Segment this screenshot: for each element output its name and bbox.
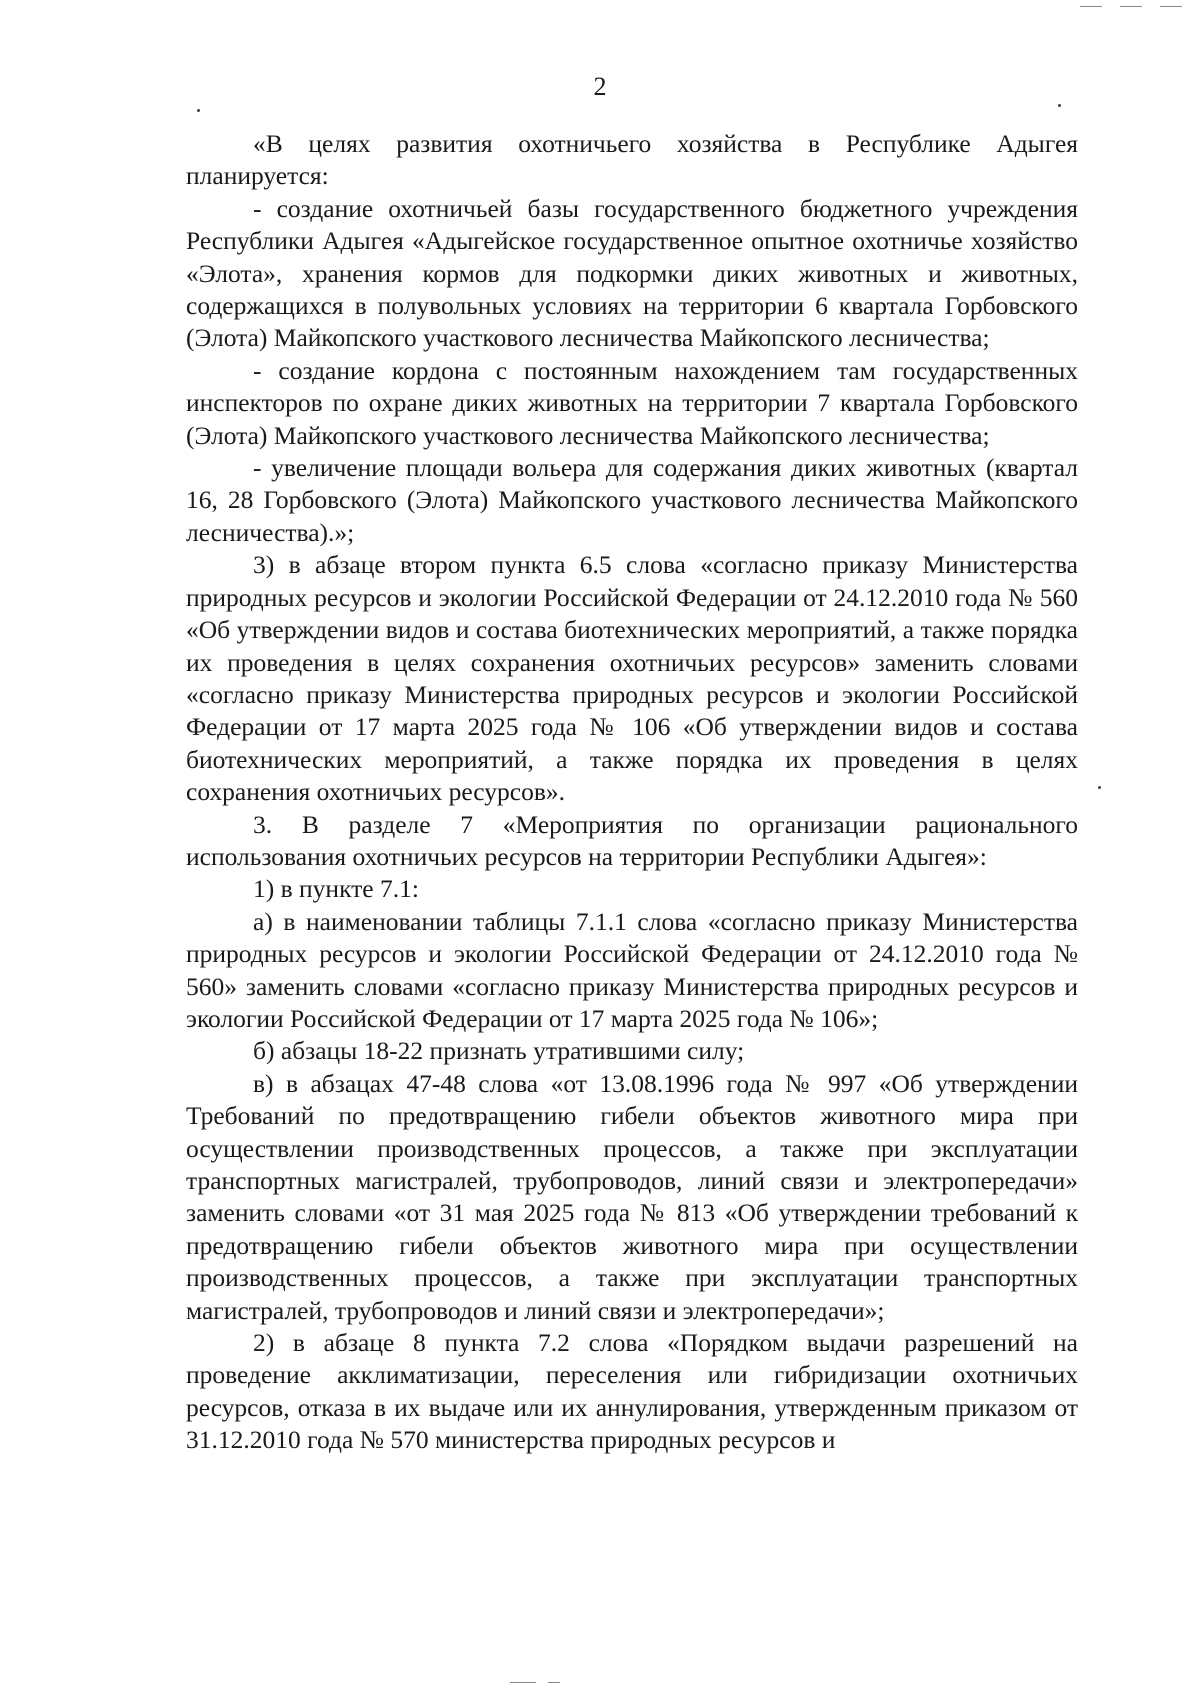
paragraph: 3) в абзаце втором пункта 6.5 слова «согласно приказу Министерства природных ресурсов и экологии Российской Федерации от 24.12.2010 года № 560 «Об утверждении видов и состава биотехнических мероприятий, а также порядка их проведения в целях сохранения охотничьих ресурсов» заменить словами «согласно приказу Министерства природных ресурсов и экологии Российской Федерации от 17 марта 2025 года № 106 «Об утверждении видов и состава биотехнических мероприятий, а также порядка их проведения в целях сохранения охотничьих ресурсов». [186,550,1078,807]
scan-mark [510,1682,536,1683]
paragraph: б) абзацы 18-22 признать утратившими силу; [253,1036,745,1066]
scan-mark [1080,6,1102,7]
paragraph: 3. В разделе 7 «Мероприятия по организации рационального использования охотничьих ресурсов на территории Республики Адыгея»: [186,809,1078,871]
paragraph: в) в абзацах 47-48 слова «от 13.08.1996 года № 997 «Об утверждении Требований по предотвращению гибели объектов животного мира при осуществлении производственных процессов, а также при эксплуатации транспортных магистралей, трубопроводов, линий связи и электропередачи» заменить словами «от 31 мая 2025 года № 813 «Об утверждении требований к предотвращению гибели объектов животного мира при осуществлении производственных процессов, а также при эксплуатации транспортных магистралей, трубопроводов и линий связи и электропередачи»; [186,1068,1078,1325]
paragraph: - увеличение площади вольера для содержания диких животных (квартал 16, 28 Горбовского (Элота) Майкопского участкового лесничества Майкопского лесничества).»; [186,453,1078,547]
paragraph: - создание кордона с постоянным нахождением там государственных инспекторов по охране диких животных на территории 7 квартала Горбовского (Элота) Майкопского участкового лесничества Майкопского лесничества; [186,355,1078,450]
scan-speck [197,109,200,112]
scan-speck [1098,786,1101,789]
paragraph: - создание охотничьей базы государственного бюджетного учреждения Республики Адыгея «Адыгейское государственное опытное охотничье хозяйство «Элота», хранения кормов для подкормки диких животных и животных, содержащихся в полувольных условиях на территории 6 квартала Горбовского (Элота) Майкопского участкового лесничества Майкопского лесничества; [186,193,1078,353]
scan-mark [1120,6,1142,7]
paragraph: 1) в пункте 7.1: [253,874,419,904]
scan-speck [1058,104,1061,107]
paragraph: а) в наименовании таблицы 7.1.1 слова «согласно приказу Министерства природных ресурсов и экологии Российской Федерации от 24.12.2010 года № 560» заменить словами «согласно приказу Министерства природных ресурсов и экологии Российской Федерации от 17 марта 2025 года № 106»; [186,906,1078,1033]
scan-mark [548,1682,560,1683]
document-body [186,128,1078,1457]
paragraph: 2) в абзаце 8 пункта 7.2 слова «Порядком выдачи разрешений на проведение акклиматизации, переселения или гибридизации охотничьих ресурсов, отказа в их выдаче или их аннулирования, утвержденным приказом от 31.12.2010 года № 570 министерства природных ресурсов и [186,1328,1078,1455]
page-number: 2 [593,72,607,101]
paragraph: «В целях развития охотничьего хозяйства в Республике Адыгея планируется: [186,129,1078,191]
scan-mark [1160,6,1182,7]
